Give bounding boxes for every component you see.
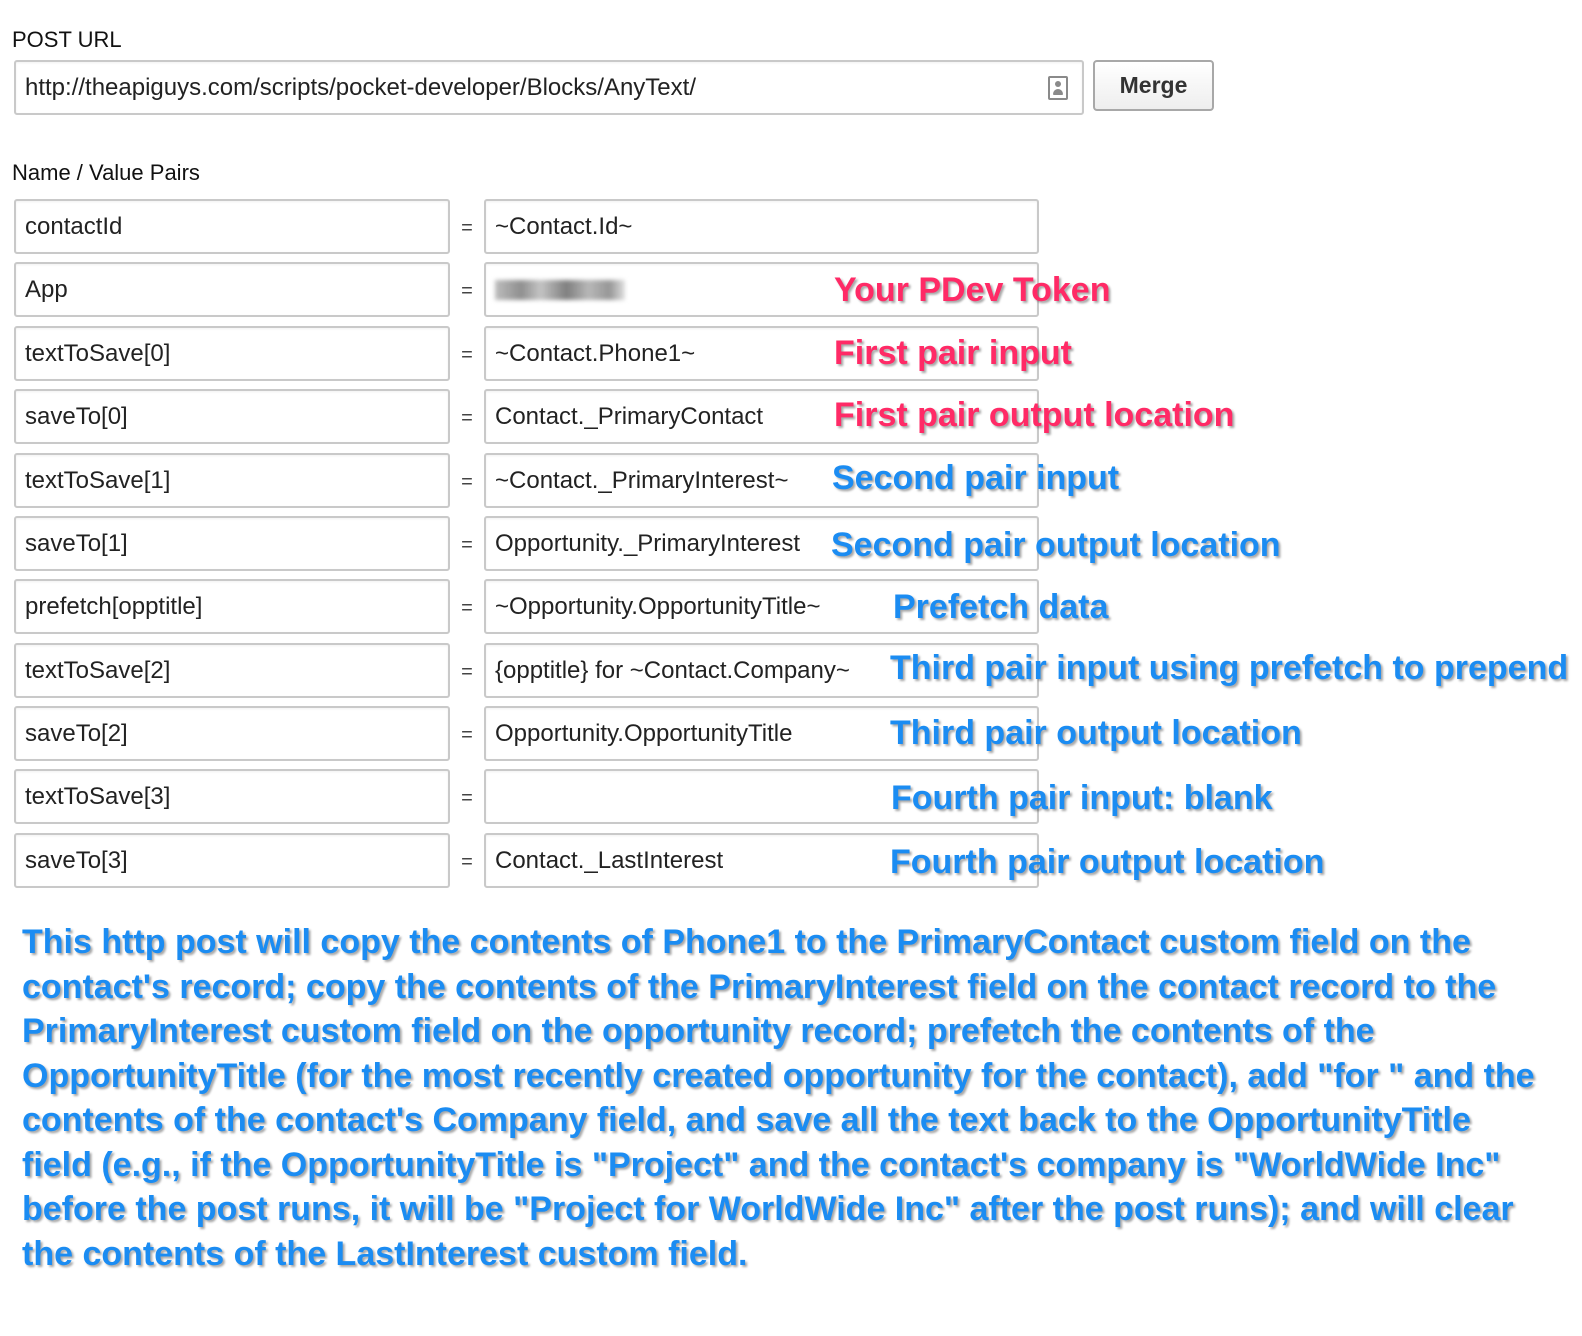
pair-name-text: contactId <box>25 212 123 240</box>
pair-name-input[interactable] <box>14 389 450 444</box>
pair-value-text: ~Opportunity.OpportunityTitle~ <box>495 592 821 620</box>
annotation-first-pair-input: First pair input <box>834 334 1072 372</box>
pair-value-text: Opportunity._PrimaryInterest <box>495 529 801 557</box>
equals-sign: = <box>461 471 473 493</box>
pair-value-input[interactable] <box>484 199 1039 254</box>
pair-name-text: saveTo[2] <box>25 719 128 747</box>
contact-card-icon[interactable] <box>1048 76 1068 100</box>
pair-value-text: Contact._LastInterest <box>495 846 724 874</box>
pair-name-input[interactable] <box>14 833 450 888</box>
equals-sign: = <box>461 344 473 366</box>
equals-sign: = <box>461 787 473 809</box>
annotation-prefetch-data: Prefetch data <box>893 588 1109 626</box>
merge-button[interactable]: Merge <box>1093 60 1214 111</box>
pair-name-input[interactable] <box>14 643 450 698</box>
equals-sign: = <box>461 280 473 302</box>
pair-name-text: textToSave[2] <box>25 656 171 684</box>
post-url-input[interactable] <box>14 60 1084 115</box>
summary-line: This http post will copy the contents of Phone1 to the PrimaryContact custom field on the <box>22 923 1471 961</box>
pair-name-input[interactable] <box>14 516 450 571</box>
redacted-token <box>495 280 625 300</box>
pair-name-text: textToSave[0] <box>25 339 171 367</box>
pair-value-text: ~Contact._PrimaryInterest~ <box>495 466 789 494</box>
annotation-second-pair-input: Second pair input <box>832 459 1120 497</box>
annotation-fourth-pair-input: Fourth pair input: blank <box>891 779 1273 817</box>
equals-sign: = <box>461 597 473 619</box>
annotation-first-pair-output: First pair output location <box>834 396 1235 434</box>
annotation-second-pair-output: Second pair output location <box>831 526 1281 564</box>
annotation-third-pair-output: Third pair output location <box>890 714 1302 752</box>
equals-sign: = <box>461 217 473 239</box>
annotation-pdev-token: Your PDev Token <box>834 271 1111 309</box>
pair-name-input[interactable] <box>14 579 450 634</box>
pair-name-text: textToSave[3] <box>25 782 171 810</box>
summary-line: the contents of the LastInterest custom field. <box>22 1234 748 1273</box>
summary-line: OpportunityTitle (for the most recently created opportunity for the contact), add "for " and the <box>22 1056 1535 1095</box>
summary-line: PrimaryInterest custom field on the opportunity record; prefetch the contents of the <box>22 1012 1375 1050</box>
name-value-pairs-label: Name / Value Pairs <box>12 160 200 185</box>
equals-sign: = <box>461 851 473 873</box>
post-url-value: http://theapiguys.com/scripts/pocket-developer/Blocks/AnyText/ <box>25 73 696 101</box>
summary-explanation <box>22 920 1562 1276</box>
pair-name-input[interactable] <box>14 706 450 761</box>
post-url-label: POST URL <box>12 27 122 52</box>
equals-sign: = <box>461 407 473 429</box>
summary-line: field (e.g., if the OpportunityTitle is "Project" and the contact's company is "WorldWide Inc" <box>22 1145 1501 1184</box>
equals-sign: = <box>461 724 473 746</box>
pair-name-text: saveTo[3] <box>25 846 128 874</box>
summary-line: contents of the contact's Company field, and save all the text back to the OpportunityTitle <box>22 1101 1471 1139</box>
pair-name-text: prefetch[opptitle] <box>25 592 203 620</box>
pair-name-text: App <box>25 275 68 303</box>
pair-value-text: {opptitle} for ~Contact.Company~ <box>495 656 850 684</box>
pair-value-text: ~Contact.Phone1~ <box>495 339 696 367</box>
pair-name-text: saveTo[1] <box>25 529 128 557</box>
pair-name-input[interactable] <box>14 199 450 254</box>
summary-line: before the post runs, it will be "Project for WorldWide Inc" after the post runs); and will clear <box>22 1190 1514 1228</box>
pair-name-input[interactable] <box>14 326 450 381</box>
pair-name-text: saveTo[0] <box>25 402 128 430</box>
pair-value-text: ~Contact.Id~ <box>495 212 633 240</box>
annotation-third-pair-input: Third pair input using prefetch to prepend <box>890 649 1569 687</box>
equals-sign: = <box>461 661 473 683</box>
pair-name-input[interactable] <box>14 453 450 508</box>
pair-value-text: Contact._PrimaryContact <box>495 402 764 430</box>
pair-value-text: Opportunity.OpportunityTitle <box>495 719 793 747</box>
annotation-fourth-pair-output: Fourth pair output location <box>890 843 1325 881</box>
pair-name-text: textToSave[1] <box>25 466 171 494</box>
equals-sign: = <box>461 534 473 556</box>
pair-name-input[interactable] <box>14 769 450 824</box>
summary-line: contact's record; copy the contents of the PrimaryInterest field on the contact record to the <box>22 967 1497 1006</box>
pair-name-input[interactable] <box>14 262 450 317</box>
